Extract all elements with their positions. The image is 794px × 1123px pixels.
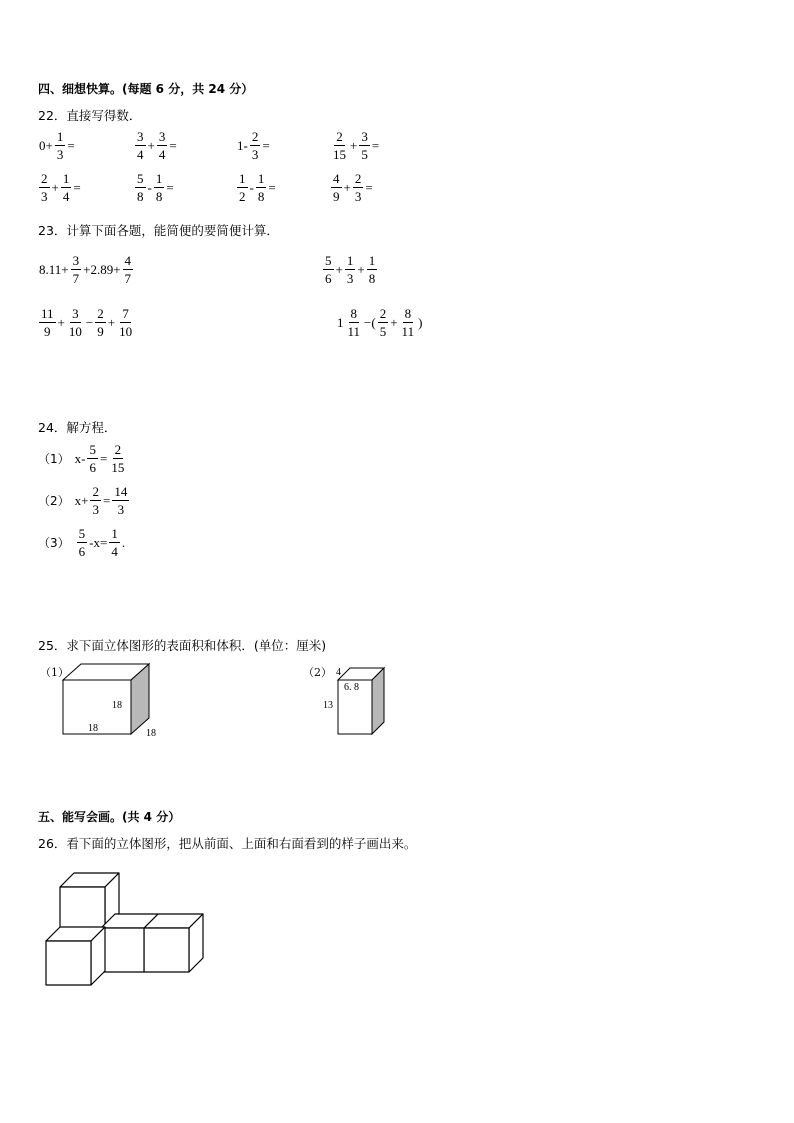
q24-equation-1: （1） x- $\frac{5}{6}$ = $\frac{2}{15}$ (38, 442, 125, 475)
top-cube-front-face (60, 887, 105, 932)
fraction (61, 172, 72, 203)
operator: + (350, 137, 358, 153)
operator: - (147, 179, 152, 195)
numerator: 1 (155, 171, 163, 186)
q22-item (236, 130, 271, 161)
numerator: 3 (361, 129, 368, 144)
fraction (331, 172, 342, 203)
section-5-title: 五、能写会画。(共 4 分） (38, 810, 181, 824)
denominator: 4 (137, 147, 144, 162)
q26-cube-stack-figure (40, 868, 210, 990)
q25-title: 25．求下面立体图形的表面积和体积．(单位：厘米) (38, 638, 327, 653)
q25-figure-2-label: （2） (303, 666, 332, 679)
equals-sign: = (67, 137, 75, 153)
numerator: 1 (56, 129, 64, 144)
equals-sign: = (73, 179, 81, 195)
cuboid-1-right-dimension: 18 (112, 700, 122, 711)
q25-cuboid-figure-1 (60, 660, 170, 742)
denominator: 4 (158, 147, 166, 162)
q22-item (134, 172, 175, 203)
q25-cuboid-figure-2 (320, 662, 390, 738)
q25-figure-1-label: （1） (40, 666, 69, 679)
numerator: 1 (257, 171, 265, 186)
numerator: 1 (62, 171, 70, 186)
denominator: 15 (333, 147, 346, 162)
fraction (353, 172, 364, 203)
q24-title: 24．解方程． (38, 420, 117, 435)
q23-expression-4: 1 8 11 −( 2 5 + $\frac{8}{11}$ ) (337, 306, 423, 339)
denominator: 3 (41, 189, 48, 204)
fraction (135, 172, 146, 203)
fraction (237, 172, 248, 203)
cuboid-2-height-dimension: 13 (323, 700, 333, 711)
numerator: 2 (251, 129, 259, 144)
numerator: 3 (158, 129, 166, 144)
q22-item (330, 172, 374, 203)
q22-title: 22．直接写得数． (38, 108, 142, 123)
fraction (154, 172, 165, 203)
numerator: 4 (333, 171, 340, 186)
fraction (250, 130, 261, 161)
bottom-left-cube-front-face (46, 941, 91, 985)
section-4-title: 四、细想快算。(每题 6 分，共 24 分） (38, 82, 254, 96)
fraction (39, 172, 50, 203)
equals-sign: = (365, 179, 373, 195)
q23-title: 23．计算下面各题，能简便的要简便计算． (38, 223, 279, 238)
denominator: 8 (257, 189, 265, 204)
fraction (157, 130, 168, 161)
q24-equation-2: （2） x+ $\frac{2}{3}$ = $\frac{14}{3}$ (38, 484, 128, 517)
fraction (331, 130, 348, 161)
q22-prefix: 0+ (39, 137, 53, 153)
fraction (55, 130, 66, 161)
fraction (256, 172, 267, 203)
denominator: 5 (361, 147, 368, 162)
operator: + (343, 179, 351, 195)
q23-expression-2: 5 6 + $\frac{1}{3}$ + $\frac{1}{8}$ (325, 253, 376, 286)
cuboid-1-right-face (131, 664, 149, 734)
denominator: 4 (62, 189, 70, 204)
numerator: 2 (336, 129, 343, 144)
equals-sign: = (166, 179, 174, 195)
cuboid-2-top-dimension: 4 (336, 667, 341, 678)
q22-item (38, 172, 82, 203)
denominator: 3 (354, 189, 362, 204)
q22-item (38, 130, 76, 161)
numerator: 2 (354, 171, 362, 186)
fraction (359, 130, 370, 161)
denominator: 8 (137, 189, 144, 204)
q23-expression-3: 11 9 + $\frac{3}{10}$ − $\frac{2}{9}$ + $\frac{7}{10}$ (41, 306, 133, 339)
equals-sign: = (169, 137, 177, 153)
operator: - (249, 179, 254, 195)
numerator: 1 (239, 171, 246, 186)
operator: + (147, 137, 155, 153)
cuboid-1-front-dimension: 18 (88, 723, 98, 734)
q24-equation-3: （3） 5 6 -x= $\frac{1}{4}$ . (38, 526, 126, 559)
right-cube-front-face (144, 928, 189, 972)
q23-expression-1: 8.11+ $\frac{3}{7}$ +2.89+ $\frac{4}{7}$ (39, 253, 132, 286)
numerator: 5 (137, 171, 144, 186)
middle-cube-front-face (101, 928, 144, 972)
numerator: 3 (137, 129, 144, 144)
denominator: 2 (239, 189, 246, 204)
q22-prefix: 1- (237, 137, 248, 153)
equals-sign: = (268, 179, 276, 195)
numerator: 2 (41, 171, 48, 186)
cuboid-2-width-dimension: 6. 8 (344, 682, 359, 693)
equals-sign: = (371, 137, 380, 153)
q26-title: 26．看下面的立体图形，把从前面、上面和右面看到的样子画出来。 (38, 836, 417, 851)
denominator: 9 (333, 189, 340, 204)
equals-sign: = (262, 137, 270, 153)
q22-item (134, 130, 178, 161)
denominator: 3 (56, 147, 64, 162)
q22-item (236, 172, 277, 203)
fraction (135, 130, 146, 161)
cuboid-1-depth-dimension: 18 (146, 728, 156, 739)
q22-item (330, 130, 380, 161)
denominator: 8 (155, 189, 163, 204)
cuboid-2-right-face (372, 668, 384, 734)
operator: + (51, 179, 59, 195)
denominator: 3 (251, 147, 259, 162)
